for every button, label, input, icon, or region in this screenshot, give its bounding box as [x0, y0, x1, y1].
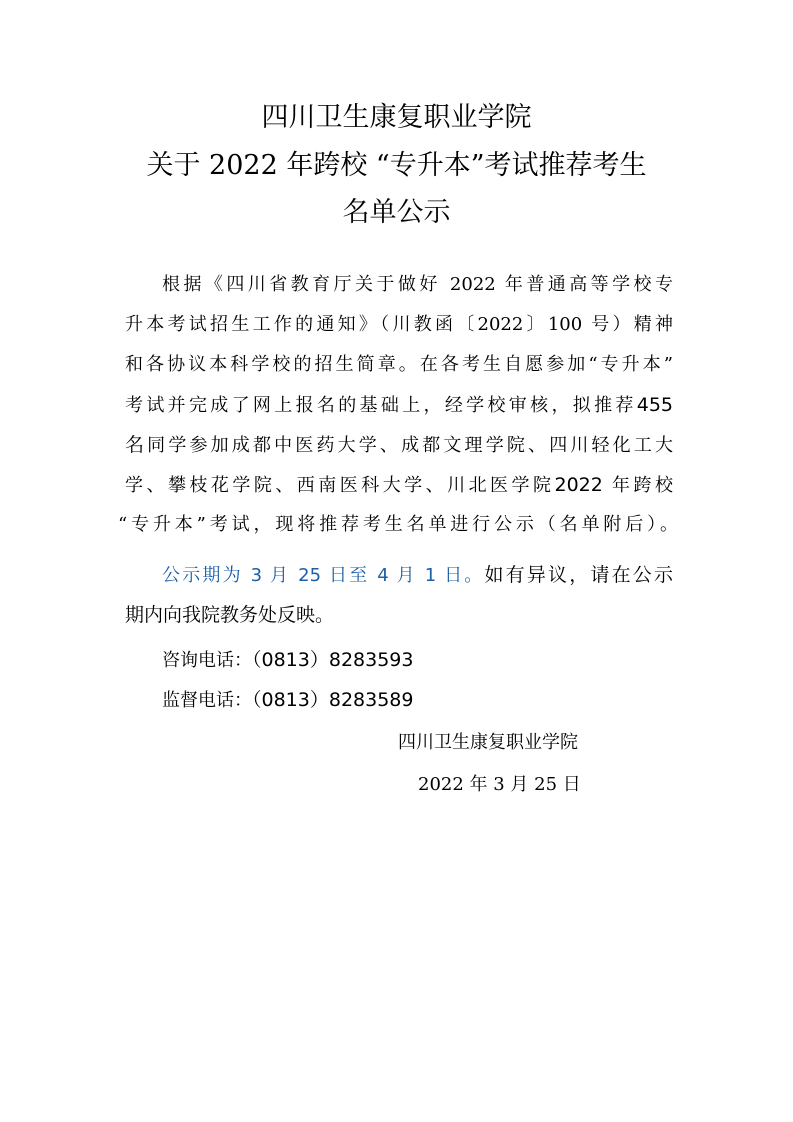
notice-period-text-1: 公示期为	[162, 565, 251, 586]
paragraph-1-line-6	[125, 470, 673, 501]
notice-period-text-3: 日至	[321, 565, 378, 586]
paragraph-1-line-6-text-2: 年跨校	[602, 475, 673, 496]
title-line-1: 四川卫生康复职业学院	[261, 102, 532, 133]
paragraph-1-line-5	[125, 430, 673, 461]
notice-period-end-month: 4	[377, 565, 389, 586]
paragraph-1-line-7: “专升本”考试，现将推荐考生名单进行公示（名单附后）。	[118, 514, 678, 535]
consult-phone-row	[162, 645, 413, 676]
notice-period-text-5: 日。	[436, 565, 485, 586]
paragraph-1-line-4	[125, 390, 673, 421]
notice-period-start-month: 3	[250, 565, 263, 586]
title-line-2: 关于 2022 年跨校 “专升本”考试推荐考生	[146, 150, 647, 181]
signature-date: 2022 年 3 月 25 日	[418, 774, 581, 795]
paragraph-1-line-1: 根据《四川省教育厅关于做好 2022 年普通高等学校专	[162, 274, 673, 295]
paragraph-1-line-6-year: 2022	[554, 474, 603, 496]
paragraph-1-line-2: 升本考试招生工作的通知》（川教函〔2022〕100 号）精神	[125, 314, 673, 335]
title-line-3: 名单公示	[342, 197, 451, 228]
recommended-count: 455	[636, 394, 673, 416]
notice-period-end-day: 1	[424, 565, 437, 586]
notice-period-start-day: 25	[298, 565, 322, 586]
paragraph-1-line-6-text-1: 学、攀枝花学院、西南医科大学、川北医学院	[125, 475, 555, 496]
paragraph-2-line-1	[162, 560, 673, 591]
paragraph-1-line-4-text: 考试并完成了网上报名的基础上，经学校审核，拟推荐	[125, 395, 637, 416]
objection-text: 如有异议，请在公示	[484, 564, 673, 586]
supervise-phone-value: （0813）8283589	[252, 689, 414, 711]
paragraph-1-line-3: 和各协议本科学校的招生简章。在各考生自愿参加“专升本”	[125, 354, 673, 375]
paragraph-1-line-5-bold: 名	[125, 434, 148, 456]
paragraph-1-line-5-text: 同学参加成都中医药大学、成都文理学院、四川轻化工大	[147, 435, 673, 456]
paragraph-2-line-2: 期内向我院教务处反映。	[125, 604, 335, 626]
supervise-phone-label: 监督电话：	[162, 690, 252, 711]
notice-period-text-4: 月	[388, 565, 425, 586]
consult-phone-value: （0813）8283593	[252, 649, 414, 671]
consult-phone-label: 咨询电话：	[162, 650, 252, 671]
notice-period-text-2: 月	[262, 565, 299, 586]
supervise-phone-row	[162, 685, 413, 716]
signature-organization: 四川卫生康复职业学院	[398, 732, 578, 753]
